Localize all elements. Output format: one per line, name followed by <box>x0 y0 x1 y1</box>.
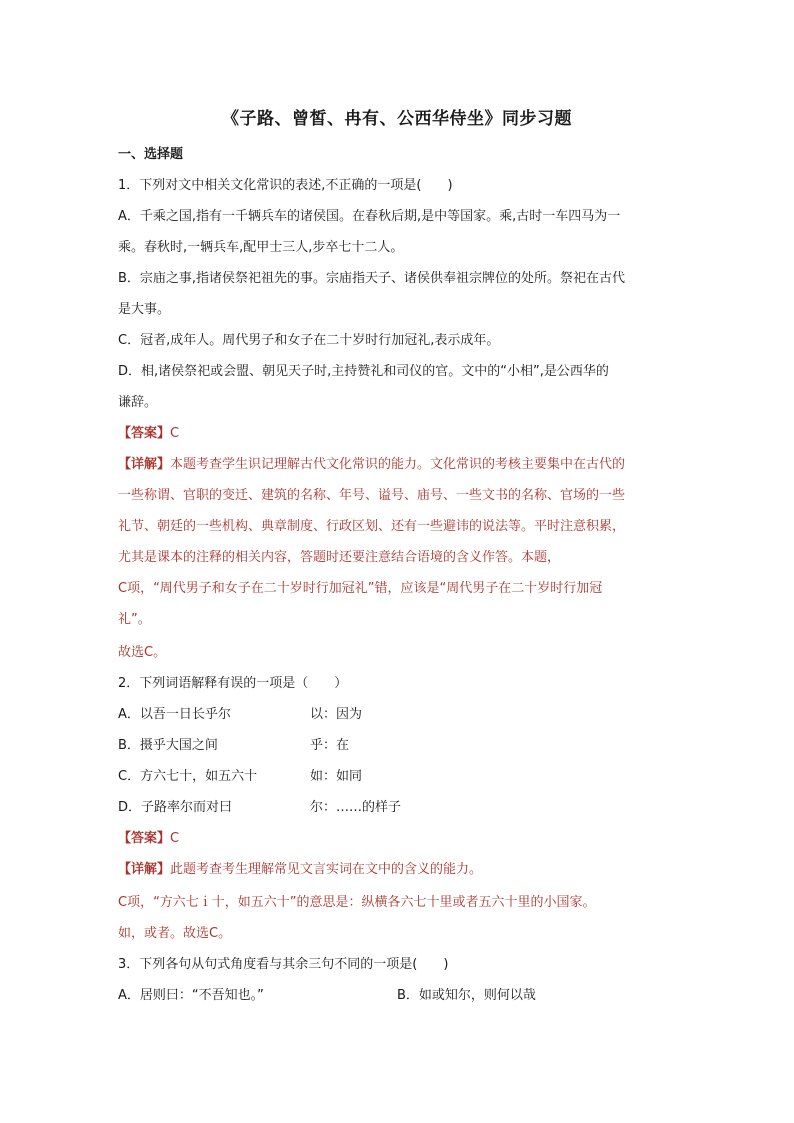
q1-option-b-line2: 是大事。 <box>118 302 171 317</box>
q1-explanation-line4: 尤其是课本的注释的相关内容，答题时还要注意结合语境的含义作答。本题， <box>118 550 561 565</box>
answer-tag: 【答案】 <box>118 831 171 846</box>
q2-option-a <box>118 705 678 725</box>
document-title: 《子路、曾皙、冉有、公西华侍坐》同步习题 <box>222 109 572 129</box>
explanation-text: 此题考查考生理解常见文言实词在文中的含义的能力。 <box>170 862 483 877</box>
q2-option-b-gloss: 乎：在 <box>310 738 350 753</box>
q2-option-b-phrase: B．摄乎大国之间 <box>118 738 218 753</box>
q1-option-d-line2: 谦辞。 <box>118 395 158 410</box>
q1-option-a-line1: A．千乘之国,指有一千辆兵车的诸侯国。在春秋后期,是中等国家。乘,古时一车四马为一 <box>118 209 621 224</box>
q1-option-a-line2: 乘。春秋时,一辆兵车,配甲士三人,步卒七十二人。 <box>118 240 404 255</box>
q2-option-d <box>118 798 678 818</box>
q1-explanation-line5: C项，“周代男子和女子在二十岁时行加冠礼”错，应该是“周代男子在二十岁时行加冠 <box>118 581 603 596</box>
q2-option-a-gloss: 以：因为 <box>310 707 363 722</box>
q1-conclusion: 故选C。 <box>118 645 167 660</box>
question-2-stem: 2．下列词语解释有误的一项是（ ） <box>118 676 348 691</box>
answer-value: C <box>170 831 180 846</box>
q1-option-d-line1: D．相,诸侯祭祀或会盟、朝见天子时,主持赞礼和司仪的官。文中的“小相”,是公西华的 <box>118 364 609 379</box>
q2-option-d-phrase: D．子路率尔而对曰 <box>118 800 233 815</box>
q3-option-a: A．居则曰：“不吾知也。” <box>118 988 264 1003</box>
q2-option-c <box>118 767 678 787</box>
q2-option-c-phrase: C．方六七十，如五六十 <box>118 769 258 784</box>
answer-tag: 【答案】 <box>118 426 171 441</box>
detail-tag: 【详解】 <box>118 457 171 472</box>
q2-explanation-line2: C项，“方六七ｉ十，如五六十”的意思是：纵横各六七十里或者五六十里的小国家。 <box>118 895 596 910</box>
q1-explanation-line3: 礼节、朝廷的一些机构、典章制度、行政区划、还有一些避讳的说法等。平时注意积累， <box>118 519 626 534</box>
q2-option-c-gloss: 如：如同 <box>310 769 363 784</box>
question-3-stem: 3．下列各句从句式角度看与其余三句不同的一项是( ) <box>118 957 449 972</box>
question-1-stem: 1．下列对文中相关文化常识的表述,不正确的一项是( ) <box>118 178 453 193</box>
q1-option-c: C．冠者,成年人。周代男子和女子在二十岁时行加冠礼,表示成年。 <box>118 333 500 348</box>
q1-explanation-line6: 礼”。 <box>118 612 151 627</box>
section-heading: 一、选择题 <box>118 147 184 162</box>
q2-option-b <box>118 736 678 756</box>
explanation-text: 本题考查学生识记理解古代文化常识的能力。文化常识的考核主要集中在古代的 <box>170 457 626 472</box>
q1-explanation-line2: 一些称谓、官职的变迁、建筑的名称、年号、谥号、庙号、一些文书的名称、官场的一些 <box>118 488 626 503</box>
q3-option-b: B．如或知尔，则何以哉 <box>397 988 536 1003</box>
q1-option-b-line1: B．宗庙之事,指诸侯祭祀祖先的事。宗庙指天子、诸侯供奉祖宗牌位的处所。祭祀在古代 <box>118 271 626 286</box>
q3-options-row <box>118 986 678 1006</box>
q2-explanation-line1 <box>118 860 678 880</box>
q2-option-d-gloss: 尔：……的样子 <box>310 800 402 815</box>
q1-explanation-line1 <box>118 455 678 475</box>
q1-answer <box>118 424 678 444</box>
detail-tag: 【详解】 <box>118 862 171 877</box>
q2-answer <box>118 829 678 849</box>
q2-option-a-phrase: A．以吾一日长乎尔 <box>118 707 231 722</box>
answer-value: C <box>170 426 180 441</box>
q2-explanation-line3: 如，或者。故选C。 <box>118 926 232 941</box>
